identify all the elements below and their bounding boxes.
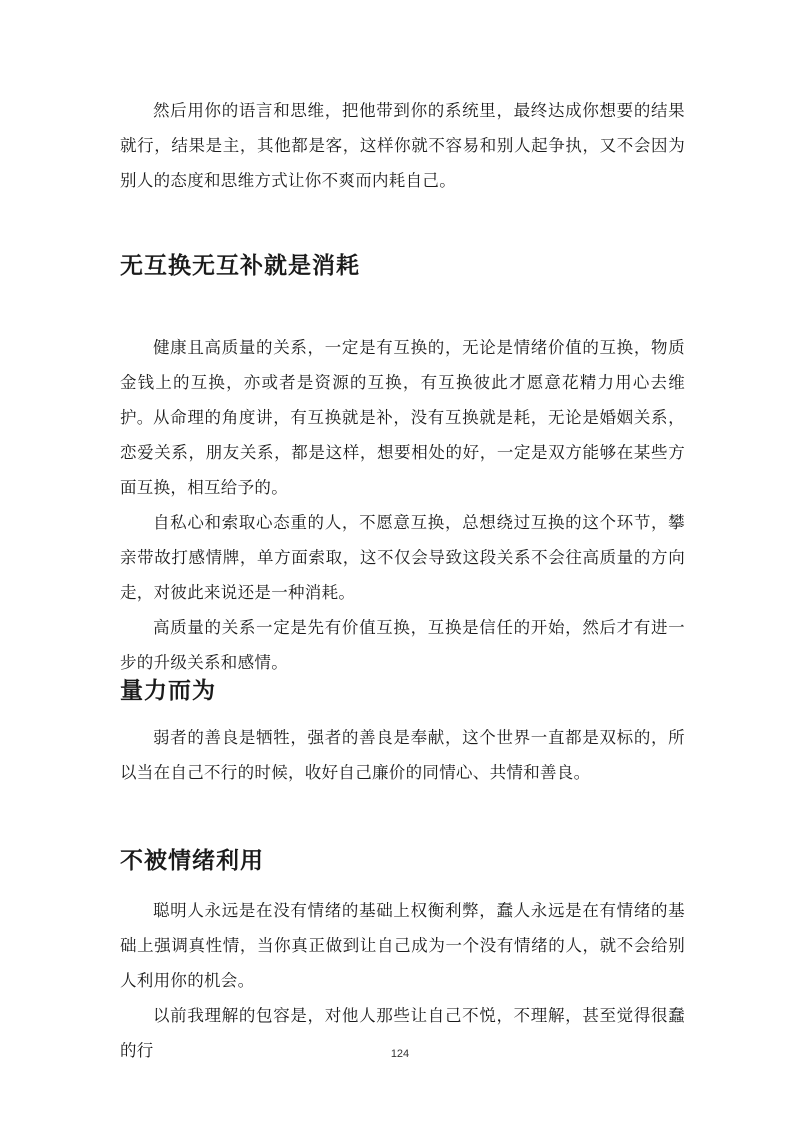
section-heading-capacity: 量力而为 — [120, 678, 216, 704]
page-number: 124 — [390, 1048, 410, 1060]
section-heading-exchange: 无互换无互补就是消耗 — [120, 253, 360, 279]
exchange-paragraph-1: 健康且高质量的关系，一定是有互换的，无论是情绪价值的互换，物质金钱上的互换，亦或者是资源的互换，有互换彼此才愿意花精力用心去维护。 — [120, 338, 685, 427]
emotion-paragraph-1: 聪明人永远是在没有情绪的基础上权衡利弊，蠢人永远是在有情绪的基础上强调真性情，当你真正做到让自己成为一个没有情绪的人，就不会给别人利用你的机会。 — [120, 901, 685, 990]
section-heading-emotion: 不被情绪利用 — [120, 848, 264, 874]
exchange-paragraph-2: 从命理的角度讲，有互换就是补，没有互换就是耗，无论是婚姻关系，恋爱关系，朋友关系，都是这样，想要相处的好，一定是双方能够在某些方面互换，相互给予的。 — [120, 408, 685, 497]
exchange-paragraph-4: 高质量的关系一定是先有价值互换，互换是信任的开始，然后才有进一步的升级关系和感情。 — [120, 618, 685, 672]
exchange-paragraph-3: 自私心和索取心态重的人，不愿意互换，总想绕过互换的这个环节，攀亲带故打感情牌，单方面索取，这不仅会导致这段关系不会往高质量的方向走，对彼此来说还是一种消耗。 — [120, 513, 685, 602]
capacity-paragraph-1: 弱者的善良是牺牲，强者的善良是奉献，这个世界一直都是双标的，所以当在自己不行的时候，收好自己廉价的同情心、共情和善良。 — [120, 728, 685, 782]
intro-paragraph: 然后用你的语言和思维，把他带到你的系统里，最终达成你想要的结果就行，结果是主，其他都是客，这样你就不容易和别人起争执，又不会因为别人的态度和思维方式让你不爽而内耗自己。 — [120, 101, 685, 190]
emotion-paragraph-2: 以前我理解的包容是，对他人那些让自己不悦，不理解，甚至觉得很蠢的行 — [120, 1006, 685, 1060]
